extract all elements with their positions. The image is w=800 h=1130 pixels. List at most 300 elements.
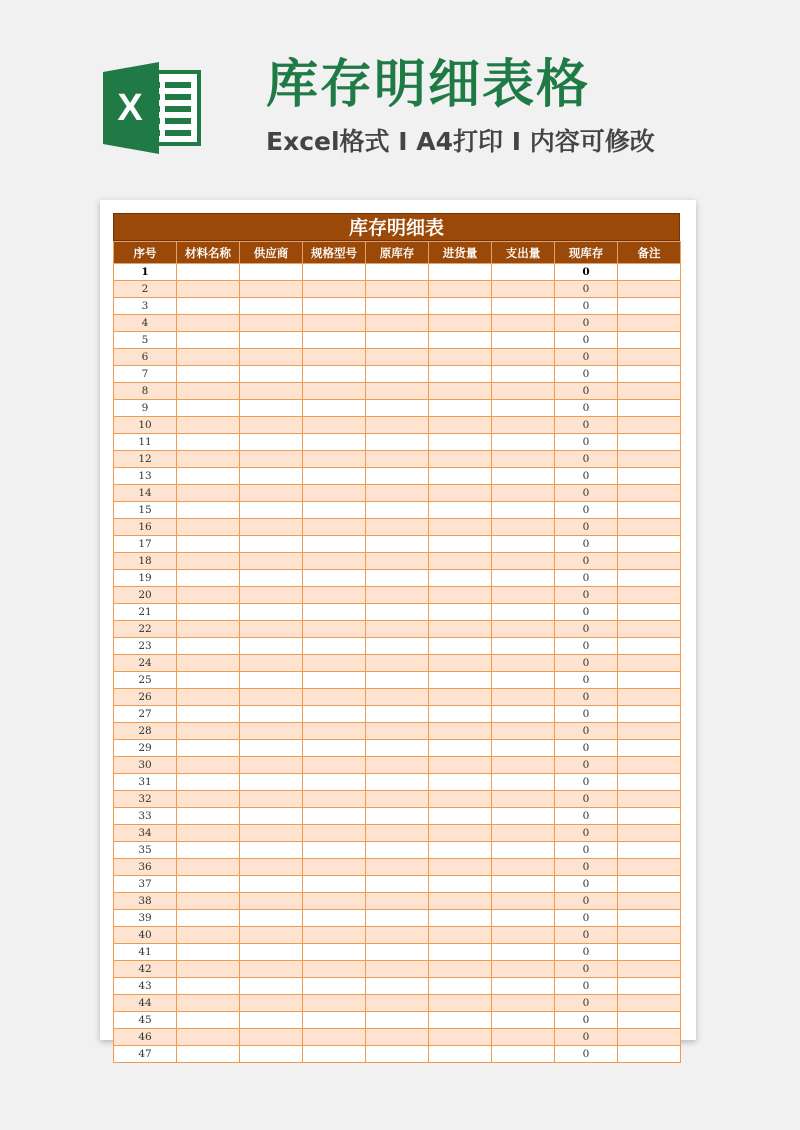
table-cell[interactable]	[492, 519, 555, 536]
table-cell[interactable]	[177, 706, 240, 723]
table-cell[interactable]	[177, 978, 240, 995]
row-number-cell[interactable]: 33	[114, 808, 177, 825]
table-cell[interactable]	[429, 502, 492, 519]
table-cell[interactable]	[366, 366, 429, 383]
row-number-cell[interactable]: 18	[114, 553, 177, 570]
table-cell[interactable]	[366, 927, 429, 944]
table-cell[interactable]	[429, 910, 492, 927]
table-cell[interactable]	[492, 468, 555, 485]
table-cell[interactable]	[177, 281, 240, 298]
table-cell[interactable]	[492, 1029, 555, 1046]
table-cell[interactable]	[618, 400, 681, 417]
table-cell[interactable]	[429, 570, 492, 587]
row-number-cell[interactable]: 27	[114, 706, 177, 723]
table-cell[interactable]	[240, 791, 303, 808]
table-cell[interactable]	[618, 298, 681, 315]
row-number-cell[interactable]: 21	[114, 604, 177, 621]
row-number-cell[interactable]: 31	[114, 774, 177, 791]
table-cell[interactable]	[492, 536, 555, 553]
table-cell[interactable]	[618, 723, 681, 740]
table-cell[interactable]	[429, 298, 492, 315]
table-cell[interactable]	[303, 536, 366, 553]
table-cell[interactable]	[177, 740, 240, 757]
table-cell[interactable]	[240, 944, 303, 961]
row-number-cell[interactable]: 19	[114, 570, 177, 587]
current-stock-cell[interactable]: 0	[555, 655, 618, 672]
table-cell[interactable]	[303, 366, 366, 383]
table-cell[interactable]	[429, 451, 492, 468]
table-cell[interactable]	[240, 332, 303, 349]
current-stock-cell[interactable]: 0	[555, 400, 618, 417]
table-cell[interactable]	[618, 791, 681, 808]
table-cell[interactable]	[303, 978, 366, 995]
table-cell[interactable]	[303, 502, 366, 519]
current-stock-cell[interactable]: 0	[555, 281, 618, 298]
table-cell[interactable]	[366, 791, 429, 808]
table-cell[interactable]	[366, 468, 429, 485]
table-cell[interactable]	[303, 553, 366, 570]
table-cell[interactable]	[492, 842, 555, 859]
table-cell[interactable]	[240, 706, 303, 723]
table-cell[interactable]	[366, 961, 429, 978]
table-cell[interactable]	[303, 383, 366, 400]
table-cell[interactable]	[177, 553, 240, 570]
table-cell[interactable]	[366, 910, 429, 927]
current-stock-cell[interactable]: 0	[555, 1012, 618, 1029]
table-cell[interactable]	[240, 672, 303, 689]
table-cell[interactable]	[366, 723, 429, 740]
table-cell[interactable]	[240, 604, 303, 621]
table-cell[interactable]	[618, 876, 681, 893]
row-number-cell[interactable]: 3	[114, 298, 177, 315]
table-cell[interactable]	[303, 332, 366, 349]
current-stock-cell[interactable]: 0	[555, 536, 618, 553]
current-stock-cell[interactable]: 0	[555, 910, 618, 927]
row-number-cell[interactable]: 42	[114, 961, 177, 978]
row-number-cell[interactable]: 10	[114, 417, 177, 434]
table-cell[interactable]	[618, 434, 681, 451]
table-cell[interactable]	[618, 655, 681, 672]
table-cell[interactable]	[240, 485, 303, 502]
table-cell[interactable]	[429, 1046, 492, 1063]
table-cell[interactable]	[177, 672, 240, 689]
row-number-cell[interactable]: 45	[114, 1012, 177, 1029]
row-number-cell[interactable]: 30	[114, 757, 177, 774]
row-number-cell[interactable]: 28	[114, 723, 177, 740]
table-cell[interactable]	[618, 281, 681, 298]
table-cell[interactable]	[366, 706, 429, 723]
table-cell[interactable]	[303, 638, 366, 655]
table-cell[interactable]	[303, 315, 366, 332]
table-cell[interactable]	[303, 451, 366, 468]
row-number-cell[interactable]: 23	[114, 638, 177, 655]
table-cell[interactable]	[618, 774, 681, 791]
current-stock-cell[interactable]: 0	[555, 944, 618, 961]
table-cell[interactable]	[492, 638, 555, 655]
table-cell[interactable]	[240, 961, 303, 978]
table-cell[interactable]	[429, 842, 492, 859]
table-cell[interactable]	[492, 995, 555, 1012]
current-stock-cell[interactable]: 0	[555, 553, 618, 570]
table-cell[interactable]	[618, 536, 681, 553]
table-cell[interactable]	[240, 842, 303, 859]
table-cell[interactable]	[366, 859, 429, 876]
table-cell[interactable]	[366, 553, 429, 570]
table-cell[interactable]	[177, 893, 240, 910]
table-cell[interactable]	[618, 468, 681, 485]
table-cell[interactable]	[429, 621, 492, 638]
current-stock-cell[interactable]: 0	[555, 349, 618, 366]
current-stock-cell[interactable]: 0	[555, 519, 618, 536]
table-cell[interactable]	[303, 1046, 366, 1063]
table-cell[interactable]	[177, 995, 240, 1012]
current-stock-cell[interactable]: 0	[555, 1029, 618, 1046]
table-cell[interactable]	[240, 349, 303, 366]
table-cell[interactable]	[618, 859, 681, 876]
table-cell[interactable]	[429, 519, 492, 536]
row-number-cell[interactable]: 13	[114, 468, 177, 485]
table-cell[interactable]	[366, 1046, 429, 1063]
table-cell[interactable]	[177, 723, 240, 740]
row-number-cell[interactable]: 24	[114, 655, 177, 672]
table-cell[interactable]	[303, 621, 366, 638]
table-cell[interactable]	[366, 621, 429, 638]
table-cell[interactable]	[303, 604, 366, 621]
table-cell[interactable]	[492, 655, 555, 672]
table-cell[interactable]	[240, 876, 303, 893]
table-cell[interactable]	[177, 791, 240, 808]
table-cell[interactable]	[303, 468, 366, 485]
table-cell[interactable]	[366, 298, 429, 315]
current-stock-cell[interactable]: 0	[555, 689, 618, 706]
table-cell[interactable]	[492, 298, 555, 315]
table-cell[interactable]	[618, 842, 681, 859]
table-cell[interactable]	[303, 995, 366, 1012]
table-cell[interactable]	[618, 706, 681, 723]
row-number-cell[interactable]: 20	[114, 587, 177, 604]
table-cell[interactable]	[492, 366, 555, 383]
table-cell[interactable]	[618, 757, 681, 774]
row-number-cell[interactable]: 36	[114, 859, 177, 876]
table-cell[interactable]	[303, 672, 366, 689]
table-cell[interactable]	[618, 961, 681, 978]
table-cell[interactable]	[303, 434, 366, 451]
table-cell[interactable]	[177, 502, 240, 519]
table-cell[interactable]	[429, 944, 492, 961]
table-cell[interactable]	[618, 587, 681, 604]
table-cell[interactable]	[240, 995, 303, 1012]
table-cell[interactable]	[240, 893, 303, 910]
row-number-cell[interactable]: 8	[114, 383, 177, 400]
table-cell[interactable]	[492, 570, 555, 587]
table-cell[interactable]	[177, 876, 240, 893]
table-cell[interactable]	[492, 859, 555, 876]
row-number-cell[interactable]: 44	[114, 995, 177, 1012]
table-cell[interactable]	[366, 638, 429, 655]
table-cell[interactable]	[177, 655, 240, 672]
table-cell[interactable]	[240, 451, 303, 468]
table-cell[interactable]	[492, 672, 555, 689]
table-cell[interactable]	[429, 281, 492, 298]
current-stock-cell[interactable]: 0	[555, 570, 618, 587]
table-cell[interactable]	[618, 332, 681, 349]
table-cell[interactable]	[366, 417, 429, 434]
table-cell[interactable]	[492, 944, 555, 961]
table-cell[interactable]	[177, 825, 240, 842]
row-number-cell[interactable]: 40	[114, 927, 177, 944]
current-stock-cell[interactable]: 0	[555, 842, 618, 859]
current-stock-cell[interactable]: 0	[555, 774, 618, 791]
row-number-cell[interactable]: 12	[114, 451, 177, 468]
table-cell[interactable]	[240, 1046, 303, 1063]
table-cell[interactable]	[366, 672, 429, 689]
table-cell[interactable]	[429, 434, 492, 451]
current-stock-cell[interactable]: 0	[555, 298, 618, 315]
table-cell[interactable]	[429, 366, 492, 383]
table-cell[interactable]	[492, 349, 555, 366]
table-cell[interactable]	[618, 944, 681, 961]
table-cell[interactable]	[303, 349, 366, 366]
table-cell[interactable]	[429, 587, 492, 604]
current-stock-cell[interactable]: 0	[555, 366, 618, 383]
table-cell[interactable]	[618, 927, 681, 944]
table-cell[interactable]	[240, 757, 303, 774]
table-cell[interactable]	[303, 910, 366, 927]
table-cell[interactable]	[366, 655, 429, 672]
table-cell[interactable]	[177, 1012, 240, 1029]
table-cell[interactable]	[177, 961, 240, 978]
table-cell[interactable]	[240, 468, 303, 485]
table-cell[interactable]	[303, 893, 366, 910]
table-cell[interactable]	[429, 349, 492, 366]
table-cell[interactable]	[177, 927, 240, 944]
table-cell[interactable]	[177, 621, 240, 638]
table-cell[interactable]	[303, 961, 366, 978]
table-cell[interactable]	[618, 672, 681, 689]
table-cell[interactable]	[429, 995, 492, 1012]
table-cell[interactable]	[429, 706, 492, 723]
table-cell[interactable]	[492, 910, 555, 927]
row-number-cell[interactable]: 29	[114, 740, 177, 757]
table-cell[interactable]	[618, 689, 681, 706]
table-cell[interactable]	[366, 1012, 429, 1029]
table-cell[interactable]	[240, 570, 303, 587]
table-cell[interactable]	[618, 638, 681, 655]
table-cell[interactable]	[303, 519, 366, 536]
table-cell[interactable]	[177, 604, 240, 621]
row-number-cell[interactable]: 39	[114, 910, 177, 927]
table-cell[interactable]	[429, 808, 492, 825]
table-cell[interactable]	[240, 417, 303, 434]
table-cell[interactable]	[177, 808, 240, 825]
table-cell[interactable]	[240, 638, 303, 655]
table-cell[interactable]	[492, 723, 555, 740]
current-stock-cell[interactable]: 0	[555, 638, 618, 655]
table-cell[interactable]	[492, 825, 555, 842]
table-cell[interactable]	[240, 366, 303, 383]
table-cell[interactable]	[177, 842, 240, 859]
current-stock-cell[interactable]: 0	[555, 876, 618, 893]
table-cell[interactable]	[492, 927, 555, 944]
current-stock-cell[interactable]: 0	[555, 315, 618, 332]
table-cell[interactable]	[492, 1012, 555, 1029]
table-cell[interactable]	[303, 570, 366, 587]
table-cell[interactable]	[429, 332, 492, 349]
table-cell[interactable]	[366, 502, 429, 519]
table-cell[interactable]	[303, 740, 366, 757]
table-cell[interactable]	[492, 1046, 555, 1063]
table-cell[interactable]	[303, 876, 366, 893]
table-cell[interactable]	[429, 417, 492, 434]
table-cell[interactable]	[492, 774, 555, 791]
table-cell[interactable]	[492, 587, 555, 604]
table-cell[interactable]	[177, 315, 240, 332]
table-cell[interactable]	[303, 417, 366, 434]
table-cell[interactable]	[618, 315, 681, 332]
table-cell[interactable]	[492, 434, 555, 451]
table-cell[interactable]	[177, 451, 240, 468]
table-cell[interactable]	[240, 400, 303, 417]
row-number-cell[interactable]: 14	[114, 485, 177, 502]
table-cell[interactable]	[618, 570, 681, 587]
table-cell[interactable]	[177, 400, 240, 417]
table-cell[interactable]	[366, 978, 429, 995]
table-cell[interactable]	[366, 315, 429, 332]
row-number-cell[interactable]: 34	[114, 825, 177, 842]
current-stock-cell[interactable]: 0	[555, 791, 618, 808]
table-cell[interactable]	[429, 485, 492, 502]
row-number-cell[interactable]: 9	[114, 400, 177, 417]
table-cell[interactable]	[429, 672, 492, 689]
table-cell[interactable]	[366, 893, 429, 910]
table-cell[interactable]	[618, 1046, 681, 1063]
table-cell[interactable]	[177, 383, 240, 400]
table-cell[interactable]	[492, 978, 555, 995]
table-cell[interactable]	[429, 893, 492, 910]
table-cell[interactable]	[303, 774, 366, 791]
table-cell[interactable]	[303, 791, 366, 808]
current-stock-cell[interactable]: 0	[555, 332, 618, 349]
table-cell[interactable]	[177, 468, 240, 485]
current-stock-cell[interactable]: 0	[555, 740, 618, 757]
table-cell[interactable]	[303, 944, 366, 961]
table-cell[interactable]	[429, 315, 492, 332]
table-cell[interactable]	[177, 264, 240, 281]
table-cell[interactable]	[618, 553, 681, 570]
row-number-cell[interactable]: 46	[114, 1029, 177, 1046]
table-cell[interactable]	[618, 485, 681, 502]
table-cell[interactable]	[177, 757, 240, 774]
current-stock-cell[interactable]: 0	[555, 995, 618, 1012]
table-cell[interactable]	[366, 570, 429, 587]
table-cell[interactable]	[618, 893, 681, 910]
table-cell[interactable]	[303, 927, 366, 944]
table-cell[interactable]	[177, 689, 240, 706]
table-cell[interactable]	[618, 366, 681, 383]
table-cell[interactable]	[429, 553, 492, 570]
current-stock-cell[interactable]: 0	[555, 706, 618, 723]
table-cell[interactable]	[177, 638, 240, 655]
table-cell[interactable]	[492, 757, 555, 774]
row-number-cell[interactable]: 15	[114, 502, 177, 519]
table-cell[interactable]	[177, 910, 240, 927]
table-cell[interactable]	[618, 740, 681, 757]
table-cell[interactable]	[303, 842, 366, 859]
table-cell[interactable]	[429, 468, 492, 485]
current-stock-cell[interactable]: 0	[555, 383, 618, 400]
table-cell[interactable]	[618, 264, 681, 281]
table-cell[interactable]	[492, 264, 555, 281]
row-number-cell[interactable]: 16	[114, 519, 177, 536]
table-cell[interactable]	[240, 910, 303, 927]
table-cell[interactable]	[303, 808, 366, 825]
table-cell[interactable]	[303, 655, 366, 672]
current-stock-cell[interactable]: 0	[555, 604, 618, 621]
current-stock-cell[interactable]: 0	[555, 961, 618, 978]
current-stock-cell[interactable]: 0	[555, 434, 618, 451]
table-cell[interactable]	[303, 757, 366, 774]
table-cell[interactable]	[177, 1046, 240, 1063]
table-cell[interactable]	[240, 1029, 303, 1046]
table-cell[interactable]	[177, 944, 240, 961]
table-cell[interactable]	[618, 621, 681, 638]
current-stock-cell[interactable]: 0	[555, 859, 618, 876]
table-cell[interactable]	[492, 961, 555, 978]
row-number-cell[interactable]: 47	[114, 1046, 177, 1063]
current-stock-cell[interactable]: 0	[555, 502, 618, 519]
table-cell[interactable]	[366, 774, 429, 791]
table-cell[interactable]	[366, 842, 429, 859]
row-number-cell[interactable]: 32	[114, 791, 177, 808]
row-number-cell[interactable]: 41	[114, 944, 177, 961]
table-cell[interactable]	[429, 859, 492, 876]
current-stock-cell[interactable]: 0	[555, 672, 618, 689]
table-cell[interactable]	[492, 689, 555, 706]
table-cell[interactable]	[366, 281, 429, 298]
table-cell[interactable]	[429, 1029, 492, 1046]
table-cell[interactable]	[366, 995, 429, 1012]
table-cell[interactable]	[177, 570, 240, 587]
table-cell[interactable]	[177, 417, 240, 434]
table-cell[interactable]	[366, 332, 429, 349]
current-stock-cell[interactable]: 0	[555, 1046, 618, 1063]
table-cell[interactable]	[492, 281, 555, 298]
table-cell[interactable]	[492, 740, 555, 757]
table-cell[interactable]	[429, 536, 492, 553]
table-cell[interactable]	[240, 621, 303, 638]
current-stock-cell[interactable]: 0	[555, 621, 618, 638]
table-cell[interactable]	[240, 978, 303, 995]
table-cell[interactable]	[240, 434, 303, 451]
table-cell[interactable]	[618, 1029, 681, 1046]
row-number-cell[interactable]: 38	[114, 893, 177, 910]
row-number-cell[interactable]: 7	[114, 366, 177, 383]
table-cell[interactable]	[303, 1012, 366, 1029]
table-cell[interactable]	[366, 944, 429, 961]
table-cell[interactable]	[177, 587, 240, 604]
table-cell[interactable]	[492, 893, 555, 910]
table-cell[interactable]	[429, 638, 492, 655]
table-cell[interactable]	[429, 978, 492, 995]
table-cell[interactable]	[429, 1012, 492, 1029]
current-stock-cell[interactable]: 0	[555, 451, 618, 468]
current-stock-cell[interactable]: 0	[555, 825, 618, 842]
table-cell[interactable]	[240, 927, 303, 944]
row-number-cell[interactable]: 22	[114, 621, 177, 638]
table-cell[interactable]	[240, 587, 303, 604]
table-cell[interactable]	[492, 502, 555, 519]
table-cell[interactable]	[429, 774, 492, 791]
